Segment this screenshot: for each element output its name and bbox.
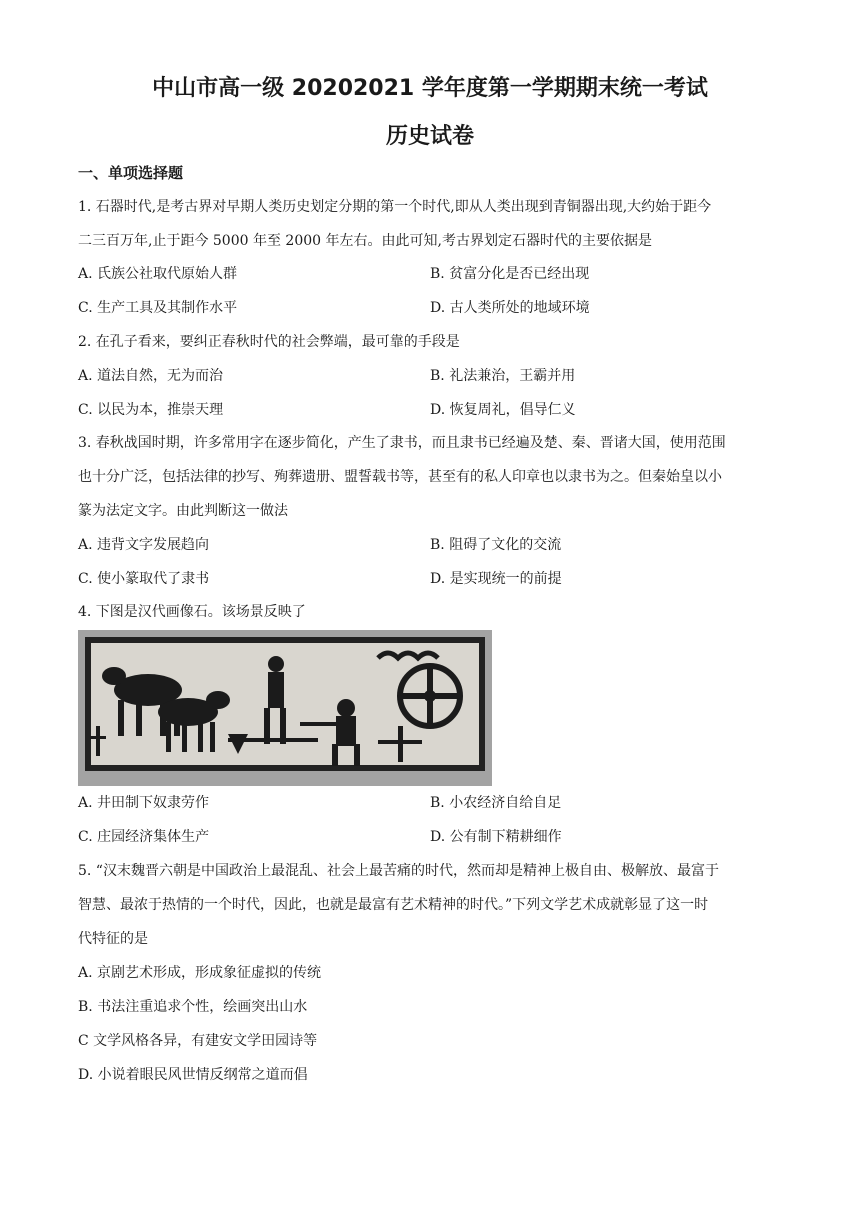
question-5-line-1: 5. “汉末魏晋六朝是中国政治上最混乱、社会上最苦痛的时代，然而却是精神上极自由、极解放、最富于 — [78, 863, 719, 879]
section-heading: 一、单项选择题 — [78, 164, 184, 182]
question-5-line-2: 智慧、最浓于热情的一个时代，因此，也就是最富有艺术精神的时代。”下列文学艺术成就彰显了这一时 — [78, 897, 709, 913]
question-2-option-d: D. 恢复周礼，倡导仁义 — [430, 402, 576, 418]
question-2-option-a: A. 道法自然，无为而治 — [78, 368, 224, 384]
question-1-option-c: C. 生产工具及其制作水平 — [78, 300, 238, 316]
question-4-option-c: C. 庄园经济集体生产 — [78, 829, 210, 845]
page-title: 中山市高一级 20202021 学年度第一学期期末统一考试 — [152, 76, 708, 101]
question-5-option-d: D. 小说着眼民风世情反纲常之道而倡 — [78, 1067, 308, 1083]
page-subtitle: 历史试卷 — [385, 124, 474, 149]
question-1-line-2: 二三百万年,止于距今 5000 年至 2000 年左右。由此可知,考古界划定石器时代的主要依据是 — [78, 233, 652, 249]
question-5-option-b: B. 书法注重追求个性，绘画突出山水 — [78, 999, 308, 1015]
question-1-line-1: 1. 石器时代,是考古界对早期人类历史划定分期的第一个时代,即从人类出现到青铜器出现,大约始于距今 — [78, 199, 712, 215]
question-4-option-d: D. 公有制下精耕细作 — [430, 829, 562, 845]
question-3-option-b: B. 阻碍了文化的交流 — [430, 537, 562, 553]
question-3-line-1: 3. 春秋战国时期，许多常用字在逐步简化，产生了隶书，而且隶书已经遍及楚、秦、晋诸大国，使用范围 — [78, 435, 726, 451]
question-2-option-b: B. 礼法兼治，王霸并用 — [430, 368, 576, 384]
question-1-option-d: D. 古人类所处的地域环境 — [430, 300, 590, 316]
question-5-option-c: C 文学风格各异，有建安文学田园诗等 — [78, 1033, 318, 1049]
question-3-line-3: 篆为法定文字。由此判断这一做法 — [78, 503, 288, 519]
question-3-option-d: D. 是实现统一的前提 — [430, 571, 562, 587]
question-4-option-a: A. 井田制下奴隶劳作 — [78, 795, 210, 811]
question-5-option-a: A. 京剧艺术形成，形成象征虚拟的传统 — [78, 965, 322, 981]
question-3-line-2: 也十分广泛，包括法律的抄写、殉葬遗册、盟誓载书等，甚至有的私人印章也以隶书为之。但秦始皇以小 — [78, 469, 722, 485]
question-3-option-a: A. 违背文字发展趋向 — [78, 537, 210, 553]
han-stone-relief-image — [78, 630, 492, 786]
question-4-line-1: 4. 下图是汉代画像石。该场景反映了 — [78, 604, 306, 620]
question-2-line-1: 2. 在孔子看来，要纠正春秋时代的社会弊端，最可靠的手段是 — [78, 334, 460, 350]
question-1-option-b: B. 贫富分化是否已经出现 — [430, 266, 590, 282]
question-5-line-3: 代特征的是 — [78, 931, 148, 947]
question-4-option-b: B. 小农经济自给自足 — [430, 795, 562, 811]
question-1-option-a: A. 氏族公社取代原始人群 — [78, 266, 238, 282]
question-3-option-c: C. 使小篆取代了隶书 — [78, 571, 210, 587]
question-2-option-c: C. 以民为本，推崇天理 — [78, 402, 224, 418]
